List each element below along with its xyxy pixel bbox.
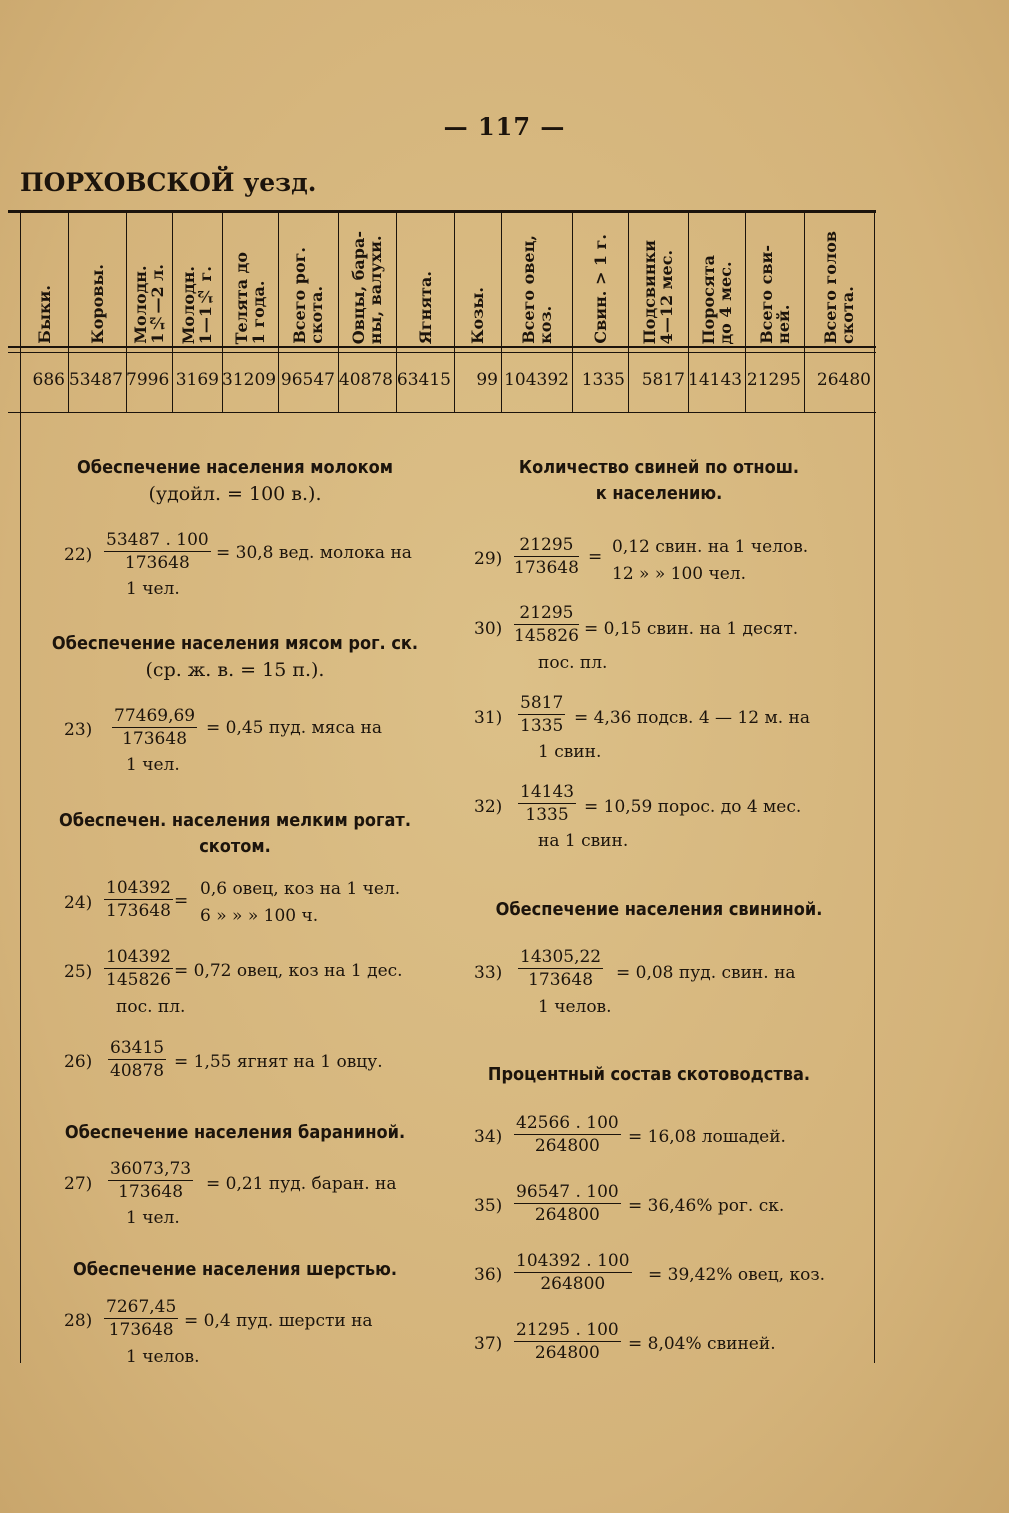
formula-number: 23) xyxy=(64,720,93,740)
formula-result: = 1,55 ягнят на 1 овцу. xyxy=(174,1052,383,1072)
fraction: $\frac{53487 . 100}{173648}$ xyxy=(106,530,209,573)
formula-number: 24) xyxy=(64,893,93,913)
fraction: $\frac{96547 . 100}{264800}$ xyxy=(516,1182,619,1225)
fraction: $\frac{63415}{40878}$ xyxy=(110,1038,165,1081)
fraction: $\frac{42566 . 100}{264800}$ xyxy=(516,1113,619,1156)
table-data-cell: 104392 xyxy=(504,370,569,390)
fraction: $\frac{7267,45}{173648}$ xyxy=(106,1297,177,1340)
section-subtitle: (ср. ж. в. = 15 п.). xyxy=(145,659,325,681)
left-section-4 xyxy=(30,1120,440,1146)
formula-continuation: 1 свин. xyxy=(538,742,602,762)
formula-result: = 10,59 порос. до 4 мес. xyxy=(584,797,802,817)
right-section-1 xyxy=(454,455,864,507)
table-data-cell: 21295 xyxy=(746,370,801,390)
section-title: Процентный состав скотоводства. xyxy=(487,1064,811,1085)
formula-number: 36) xyxy=(474,1265,503,1285)
formula-number: 25) xyxy=(64,962,93,982)
formula-result: 12 » » 100 чел. xyxy=(612,564,746,584)
fraction: $\frac{21295}{173648}$ xyxy=(514,535,579,578)
table-header-cell: Телята до 1 года. xyxy=(232,251,268,344)
section-title: Количество свиней по отнош. xyxy=(518,457,800,478)
table-data-cell: 99 xyxy=(476,370,498,390)
section-subtitle: к населению. xyxy=(595,483,723,504)
table-header-cell: Поросята до 4 мес. xyxy=(698,254,735,344)
formula-result: 0,6 овец, коз на 1 чел. xyxy=(200,879,401,899)
left-section-2 xyxy=(30,631,440,684)
table-data-cell: 53487 xyxy=(68,370,123,390)
section-subtitle: (удойл. = 100 в.). xyxy=(148,483,322,505)
table-header-cell: Всего рог. скота. xyxy=(290,247,326,344)
table-data-cell: 7996 xyxy=(126,370,170,390)
section-title: Обеспечение населения шерстью. xyxy=(72,1259,398,1280)
formula-number: 30) xyxy=(474,619,503,639)
fraction: $\frac{5817}{1335}$ xyxy=(520,693,564,736)
fraction: $\frac{21295 . 100}{264800}$ xyxy=(516,1320,619,1363)
table-header-cell: Свин. > 1 г. xyxy=(590,234,610,344)
fraction: $\frac{14143}{1335}$ xyxy=(520,782,575,825)
formula-continuation: 1 челов. xyxy=(538,997,612,1017)
formula-result: 0,12 свин. на 1 челов. xyxy=(612,537,809,557)
fraction: $\frac{14305,22}{173648}$ xyxy=(520,947,602,990)
formula-number: 29) xyxy=(474,549,503,569)
section-title: Обеспечение населения бараниной. xyxy=(64,1122,406,1143)
formula-number: 37) xyxy=(474,1334,503,1354)
fraction: $\frac{104392}{145826}$ xyxy=(106,947,171,990)
formula-result: = 0,08 пуд. свин. на xyxy=(616,963,796,983)
formula-result: = 0,45 пуд. мяса на xyxy=(206,718,382,738)
table-header-cell: Всего сви- ней. xyxy=(756,245,793,344)
formula-continuation: 1 чел. xyxy=(126,1208,180,1228)
formula-result: = 8,04% свиней. xyxy=(628,1334,776,1354)
page-number: — 117 — xyxy=(443,112,566,141)
right-section-2 xyxy=(454,897,864,923)
formula-continuation: пос. пл. xyxy=(116,997,186,1017)
left-column xyxy=(30,455,440,508)
formula-result: = 0,21 пуд. баран. на xyxy=(206,1174,397,1194)
county-title: ПОРХОВСКОЙ уезд. xyxy=(20,168,317,197)
table-column-divider xyxy=(874,213,875,1363)
table-data-cell: 686 xyxy=(32,370,65,390)
table-data-cell: 5817 xyxy=(641,370,685,390)
table-header-cell: Козы. xyxy=(468,286,487,344)
formula-result: = 0,15 свин. на 1 десят. xyxy=(584,619,799,639)
table-header-cell: Коровы. xyxy=(87,264,107,344)
table-data-cell: 31209 xyxy=(222,370,277,390)
section-title: Обеспечение населения мясом рог. ск. xyxy=(51,633,419,654)
formula-continuation: на 1 свин. xyxy=(538,831,629,851)
formula-number: 28) xyxy=(64,1311,93,1331)
table-header-cell: Быки. xyxy=(34,285,54,344)
table-data-cell: 26480 xyxy=(816,370,871,390)
table-data-cell: 63415 xyxy=(396,370,451,390)
table-data-cell: 40878 xyxy=(338,370,393,390)
section-title: Обеспечение населения молоком xyxy=(77,457,393,478)
formula-result: = 0,72 овец, коз на 1 дес. xyxy=(174,961,403,981)
left-section-5 xyxy=(30,1257,440,1283)
formula-number: 34) xyxy=(474,1127,503,1147)
right-section-3 xyxy=(444,1062,854,1088)
formula-equals: = xyxy=(174,891,189,911)
fraction: $\frac{104392 . 100}{264800}$ xyxy=(516,1251,630,1294)
section-title: Обеспечен. населения мелким рогат. xyxy=(59,810,411,831)
formula-result: 6 » » » 100 ч. xyxy=(200,906,319,926)
section-title: Обеспечение населения свининой. xyxy=(495,899,823,920)
formula-result: = 36,46% рог. ск. xyxy=(628,1196,785,1216)
formula-continuation: пос. пл. xyxy=(538,653,608,673)
formula-number: 33) xyxy=(474,963,503,983)
table-data-cell: 14143 xyxy=(688,370,743,390)
formula-continuation: 1 чел. xyxy=(126,755,180,775)
formula-number: 26) xyxy=(64,1052,93,1072)
section-subtitle: скотом. xyxy=(199,836,271,857)
formula-result: = 0,4 пуд. шерсти на xyxy=(184,1311,373,1331)
table-data-cell: 1335 xyxy=(581,370,625,390)
table-header-cell: Молодн. 1—1½ г. xyxy=(179,265,215,344)
fraction: $\frac{36073,73}{173648}$ xyxy=(110,1159,192,1202)
table-header-cell: Всего овец, коз. xyxy=(518,235,555,344)
table-header-cell: Ягнята. xyxy=(415,270,435,344)
fraction: $\frac{104392}{173648}$ xyxy=(106,878,171,921)
table-data-cell: 3169 xyxy=(175,370,219,390)
table-header-cell: Овцы, бара- ны, валухи. xyxy=(349,230,385,344)
fraction: $\frac{21295}{145826}$ xyxy=(514,603,579,646)
left-section-3 xyxy=(30,808,440,860)
formula-number: 22) xyxy=(64,545,93,565)
fraction: $\frac{77469,69}{173648}$ xyxy=(114,706,196,749)
formula-result: = 39,42% овец, коз. xyxy=(648,1265,826,1285)
formula-equals: = xyxy=(588,547,603,567)
table-header-cell: Молодн. 1½—2 л. xyxy=(131,264,167,344)
formula-number: 27) xyxy=(64,1174,93,1194)
formula-result: = 16,08 лошадей. xyxy=(628,1127,786,1147)
formula-result: = 30,8 вед. молока на xyxy=(216,543,412,563)
formula-continuation: 1 чел. xyxy=(126,579,180,599)
formula-continuation: 1 челов. xyxy=(126,1347,200,1367)
table-data-cell: 96547 xyxy=(280,370,335,390)
formula-number: 35) xyxy=(474,1196,503,1216)
formula-result: = 4,36 подсв. 4 — 12 м. на xyxy=(574,708,810,728)
formula-number: 32) xyxy=(474,797,503,817)
table-header-cell: Подсвинки 4—12 мес. xyxy=(640,239,676,344)
formula-number: 31) xyxy=(474,708,503,728)
table-header-cell: Всего голов скота. xyxy=(821,230,857,344)
